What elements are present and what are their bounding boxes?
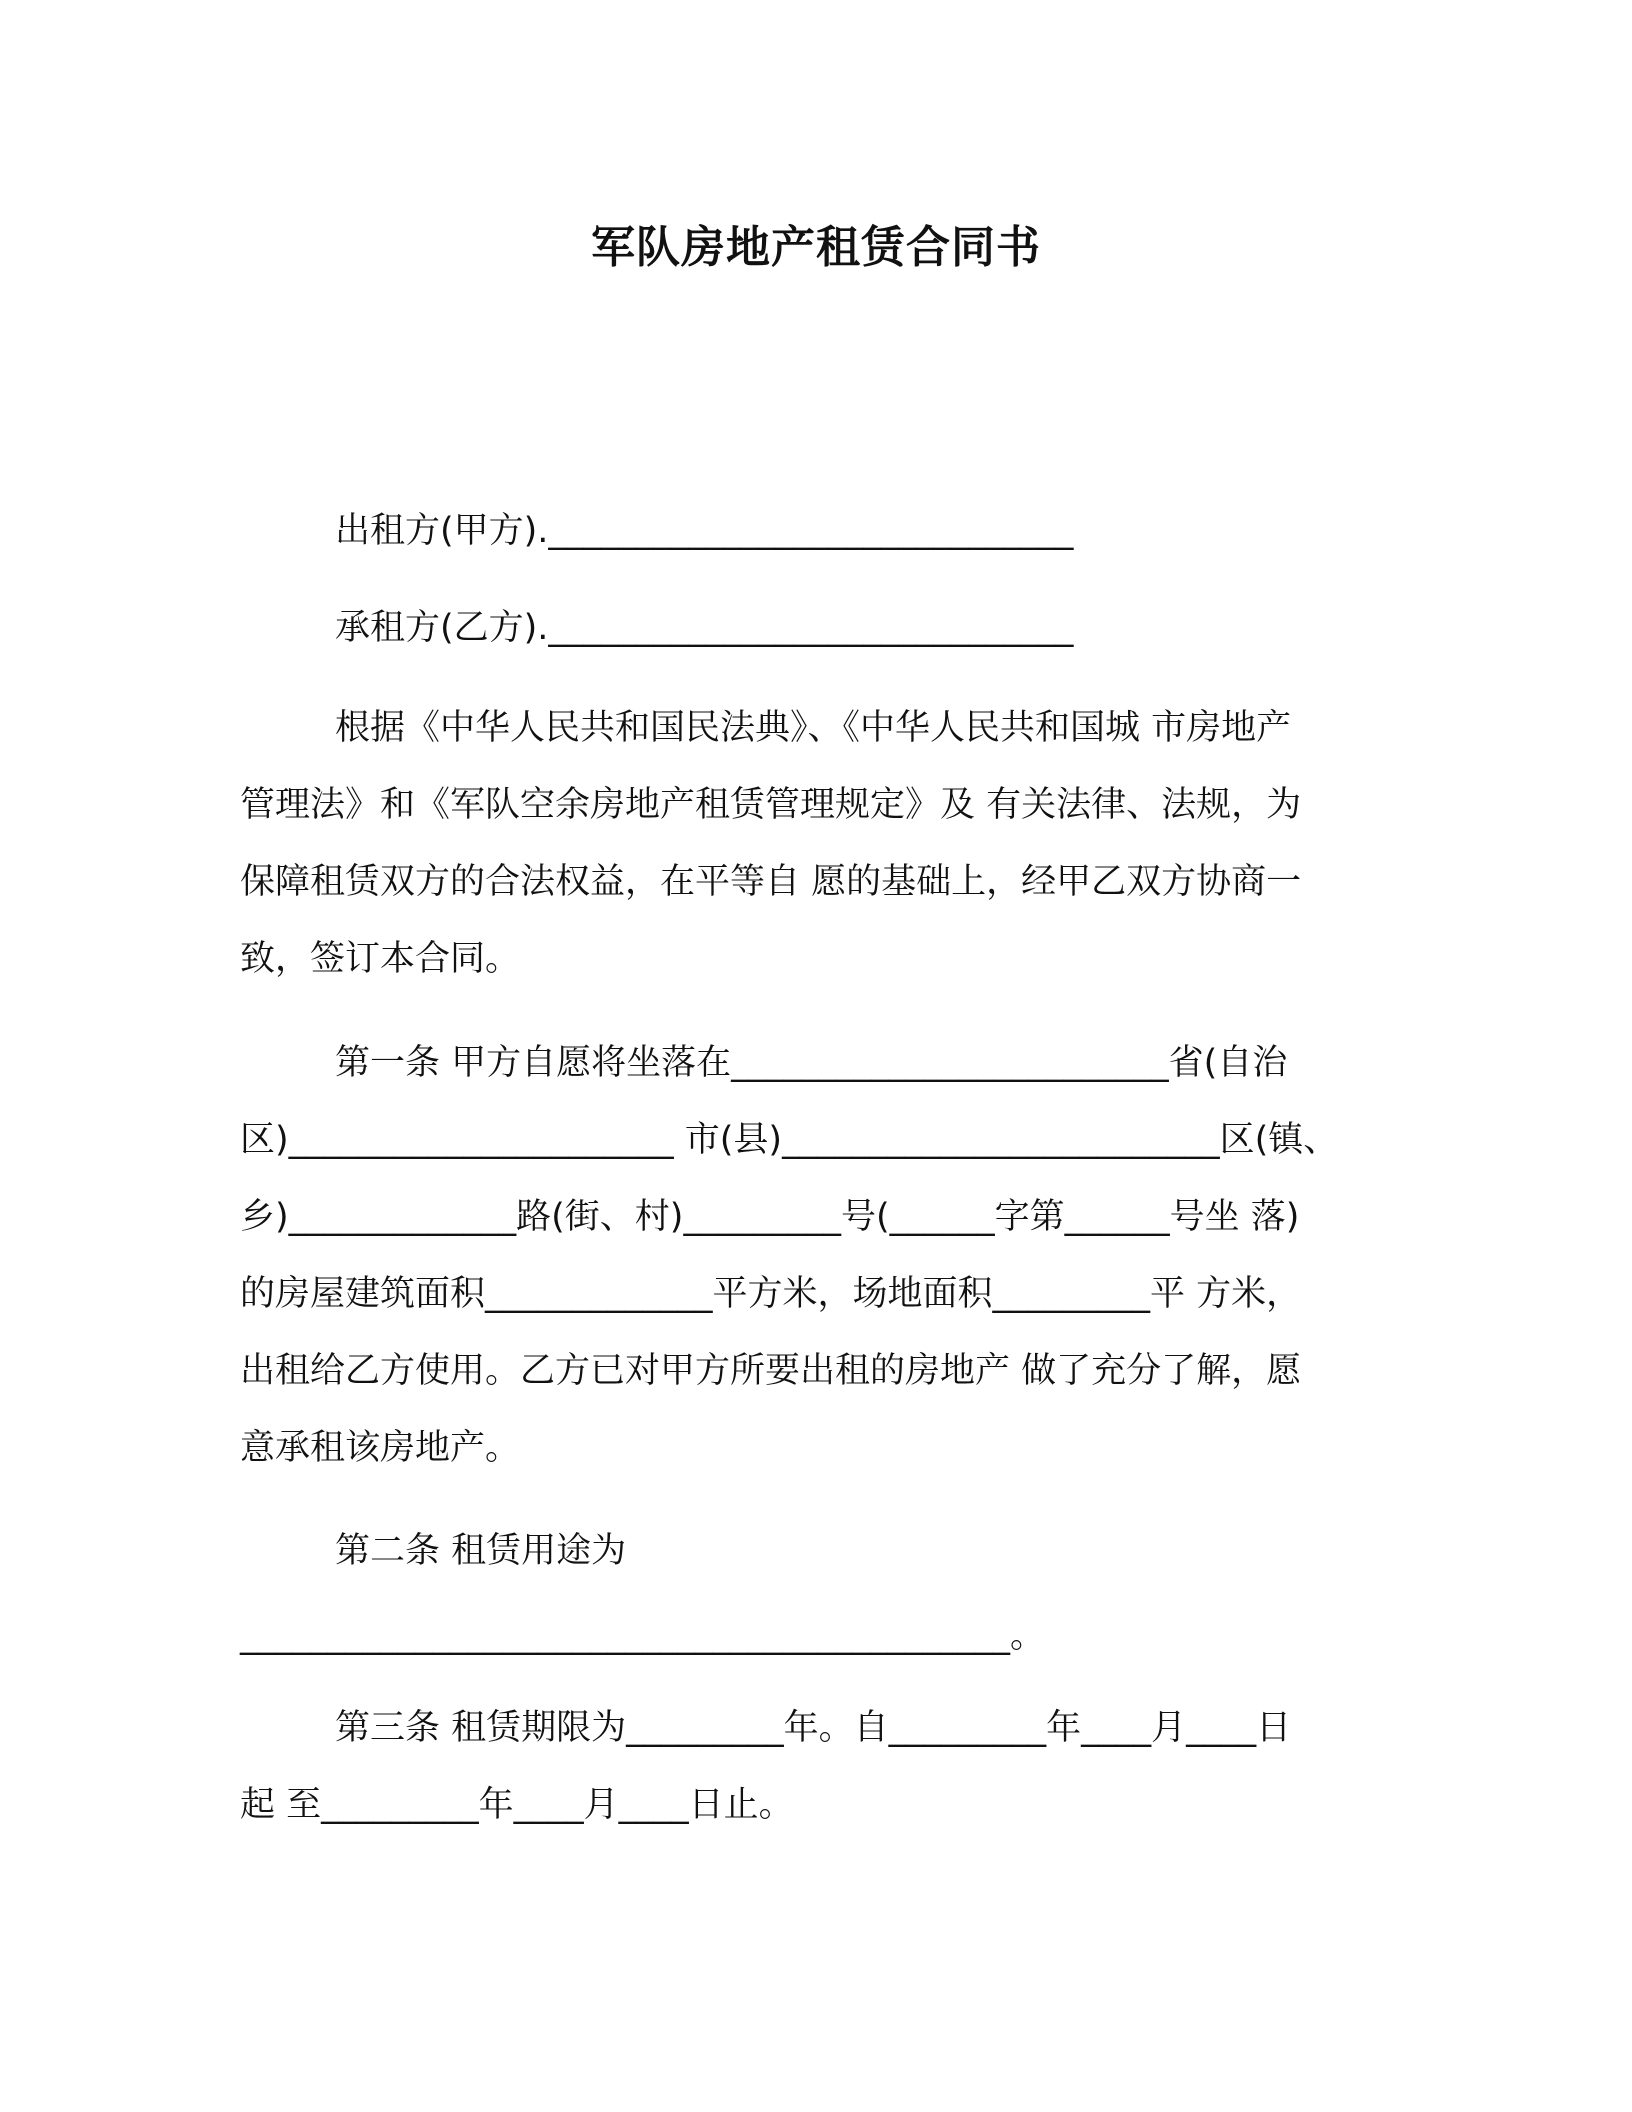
article-1-line-2: 区)______________________ 市(县)_________________________区(镇、 bbox=[240, 1120, 1339, 1160]
article-1-line-5: 出租给乙方使用。乙方已对甲方所要出租的房地产 做了充分了解，愿 bbox=[240, 1351, 1302, 1391]
article-2-line-2: ____________________________________________。 bbox=[240, 1616, 1046, 1656]
article-1-line-4: 的房屋建筑面积_____________平方米，场地面积_________平 方米， bbox=[240, 1274, 1302, 1314]
lessee-line: 承租方(乙方).______________________________ bbox=[335, 608, 1074, 648]
article-1-line-3: 乡)_____________路(街、村)_________号(______字第______号坐 落) bbox=[240, 1197, 1300, 1237]
article-3-line-1: 第三条 租赁期限为_________年。自_________年____月____日 bbox=[335, 1708, 1292, 1748]
lessor-line: 出租方(甲方).______________________________ bbox=[335, 511, 1074, 551]
article-1-line-1: 第一条 甲方自愿将坐落在_________________________省(自治 bbox=[335, 1043, 1288, 1083]
document-title: 军队房地产租赁合同书 bbox=[591, 222, 1041, 273]
article-3-line-2: 起 至_________年____月____日止。 bbox=[240, 1785, 794, 1825]
article-2-line-1: 第二条 租赁用途为 bbox=[335, 1531, 627, 1571]
preamble-line-1: 根据《中华人民共和国民法典》、《中华人民共和国城 市房地产 bbox=[335, 708, 1292, 748]
preamble-line-4: 致，签订本合同。 bbox=[240, 939, 521, 979]
preamble-line-3: 保障租赁双方的合法权益，在平等自 愿的基础上，经甲乙双方协商一 bbox=[240, 862, 1302, 902]
preamble-line-2: 管理法》和《军队空余房地产租赁管理规定》及 有关法律、法规，为 bbox=[240, 785, 1302, 825]
article-1-line-6: 意承租该房地产。 bbox=[240, 1428, 521, 1468]
